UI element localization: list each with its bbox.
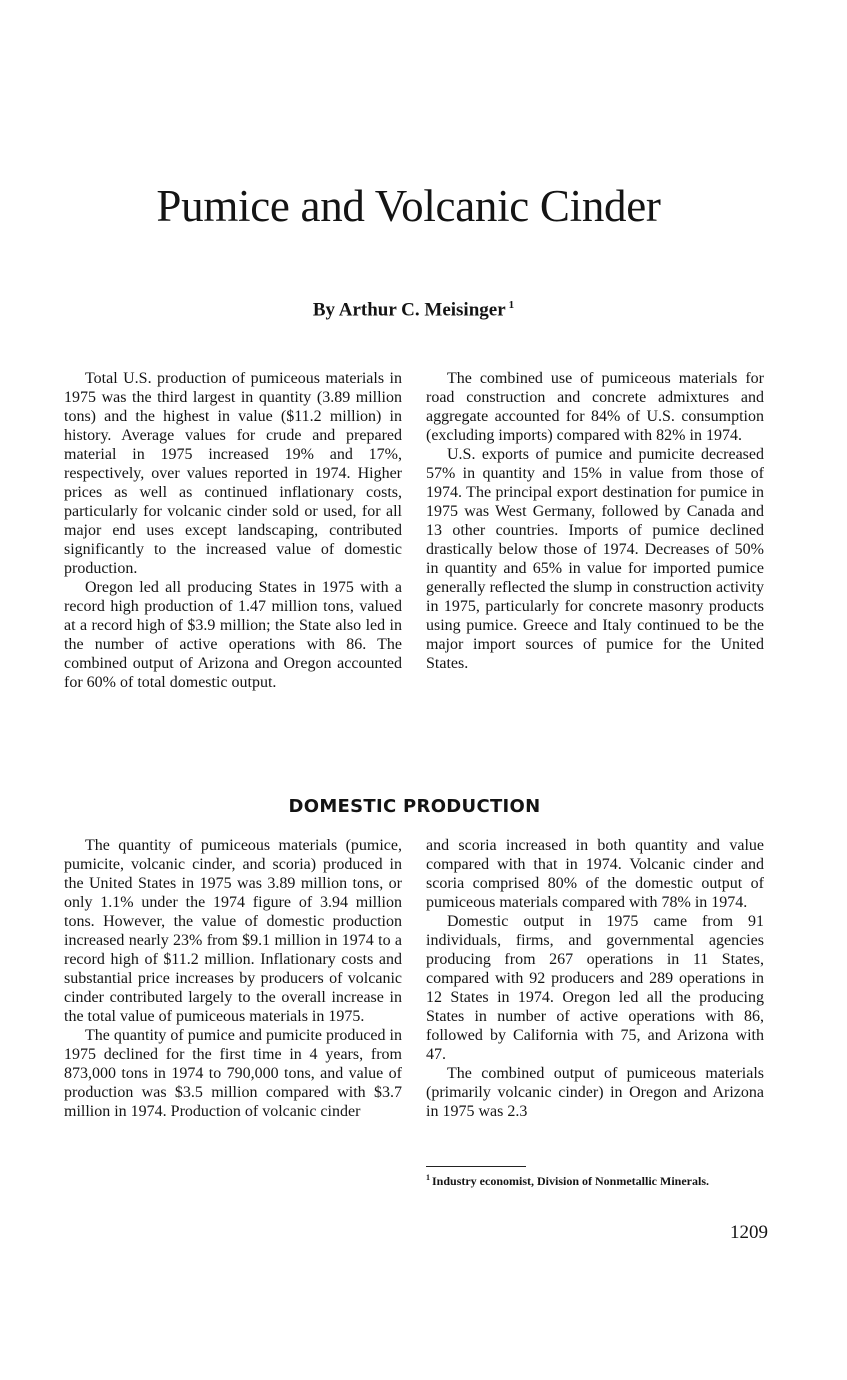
paragraph: Oregon led all producing States in 1975 with a record high production of 1.47 million tons, valued at a record high of $3.9 million; the State also led in the number of active operations with 86. The combined output of Arizona and Oregon accounted for 60% of total domestic output. xyxy=(64,579,402,691)
section-right-column xyxy=(426,836,764,1121)
byline xyxy=(0,292,827,323)
intro-right-column xyxy=(426,369,764,673)
page-title: Pumice and Volcanic Cinder xyxy=(156,181,661,231)
paragraph: The quantity of pumiceous materials (pumice, pumicite, volcanic cinder, and scoria) produced in the United States in 1975 was 3.89 million tons, or only 1.1% under the 1974 figure of 3.94 million tons. However, the value of domestic production increased nearly 23% from $9.1 million in 1974 to a record high of $11.2 million. Inflationary costs and substantial price increases by producers of volcanic cinder contributed largely to the overall increase in the total value of pumiceous materials in 1975. xyxy=(64,837,402,1025)
paragraph: U.S. exports of pumice and pumicite decreased 57% in quantity and 15% in value from those of 1974. The principal export destination for pumice in 1975 was West Germany, followed by Canada and 13 other countries. Imports of pumice declined drastically below those of 1974. Decreases of 50% in quantity and 65% in value for imported pumice generally reflected the slump in construction activity in 1975, particularly for concrete masonry products using pumice. Greece and Italy continued to be the major import sources of pumice for the United States. xyxy=(426,446,764,672)
page-number: 1209 xyxy=(730,1222,768,1243)
paragraph: The combined output of pumiceous materials (primarily volcanic cinder) in Oregon and Arizona in 1975 was 2.3 xyxy=(426,1065,764,1120)
footnote-rule xyxy=(426,1166,526,1167)
paragraph: The combined use of pumiceous materials for road construction and concrete admixtures and aggregate accounted for 84% of U.S. consumption (excluding imports) compared with 82% in 1974. xyxy=(426,370,764,444)
footnote xyxy=(426,1171,766,1188)
paragraph: The quantity of pumice and pumicite produced in 1975 declined for the first time in 4 years, from 873,000 tons in 1974 to 790,000 tons, and value of production was $3.5 million compared with $3.7 million in 1974. Production of volcanic cinder xyxy=(64,1027,402,1120)
footnote-text: Industry economist, Division of Nonmetallic Minerals. xyxy=(432,1174,709,1188)
intro-left-column xyxy=(64,369,402,692)
footnote-mark: 1 xyxy=(426,1173,430,1182)
paragraph: Total U.S. production of pumiceous materials in 1975 was the third largest in quantity (3.89 million tons) and the highest in value ($11.2 million) in history. Average values for crude and prepared material in 1975 increased 19% and 17%, respectively, over values reported in 1974. Higher prices as well as continued inflationary costs, particularly for volcanic cinder sold or used, for all major end uses except landscaping, contributed significantly to the increased value of domestic production. xyxy=(64,370,402,577)
section-heading: DOMESTIC PRODUCTION xyxy=(288,796,541,817)
author-name: By Arthur C. Meisinger xyxy=(312,299,506,321)
section-left-column xyxy=(64,836,402,1121)
footnote-reference: 1 xyxy=(508,299,515,311)
paragraph: and scoria increased in both quantity and value compared with that in 1974. Volcanic cinder and scoria comprised 80% of the domestic output of pumiceous materials compared with 78% in 1974. xyxy=(426,837,764,911)
paragraph: Domestic output in 1975 came from 91 individuals, firms, and governmental agencies producing from 267 operations in 11 States, compared with 92 producers and 289 operations in 12 States in 1974. Oregon led all the producing States in number of active operations with 86, followed by California with 75, and Arizona with 47. xyxy=(426,913,764,1063)
